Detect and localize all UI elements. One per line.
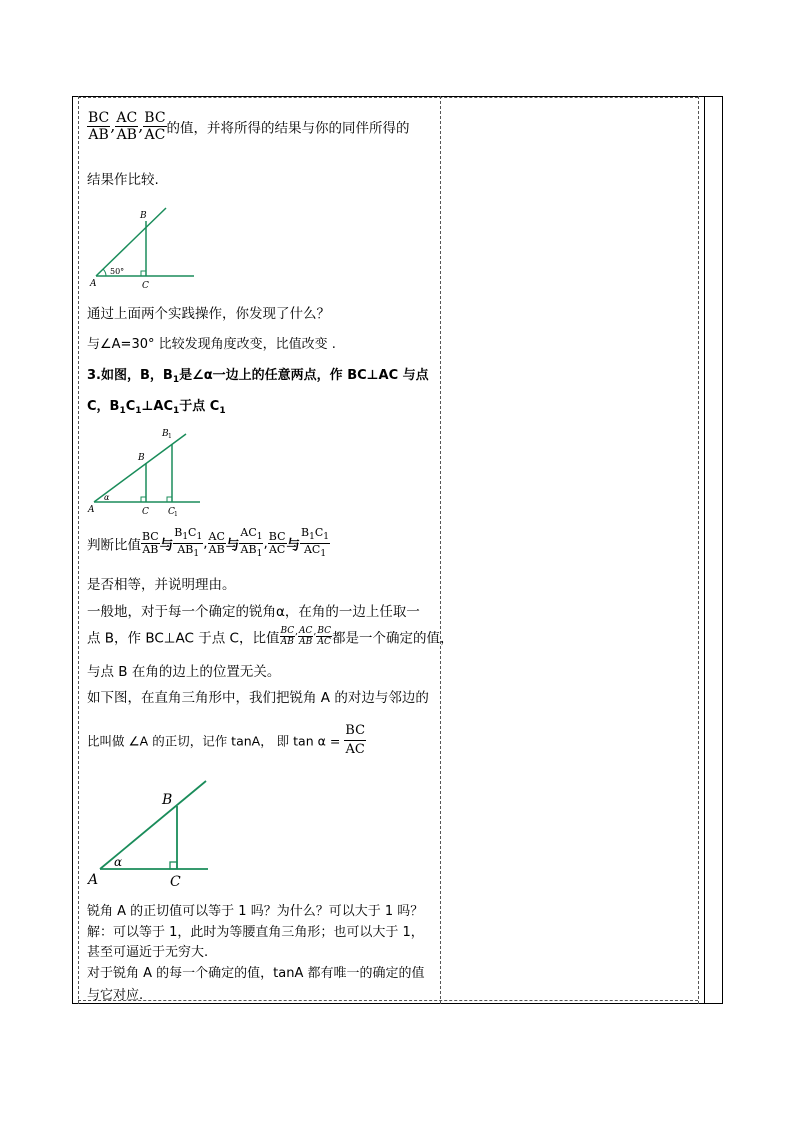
label-b: B [138, 453, 145, 463]
definition-line-2: 比叫做 ∠A 的正切，记作 tanA， 即 tan α = $\frac{BC}{AC}$ [87, 723, 366, 757]
label-b: B [162, 792, 173, 808]
general-line-3: 与点 B 在角的边上的位置无关。 [87, 664, 281, 680]
fraction-b1c1-ab1: $\frac{B_1C_1}{AB_1}$ [174, 526, 203, 559]
question-1: 通过上面两个实践操作，你发现了什么？ [87, 306, 330, 322]
cell-divider [440, 96, 441, 1004]
label-b1-sub: 1 [168, 433, 172, 440]
answer-1: 与∠A=30° 比较发现角度改变，比值改变 . [87, 337, 336, 352]
problem-3-line-1: 3.如图，B，$B_1$是∠α一边上的任意两点，作 BC⊥AC 与点 [87, 368, 429, 385]
cell-bottom-border [78, 1000, 698, 1001]
fraction-ac-ab: $\frac{AC}{AB}$ [208, 530, 225, 556]
alpha-label: α [104, 493, 110, 502]
figure-two-triangles [86, 424, 206, 518]
fraction-tan-bc-ac: $\frac{BC}{AC}$ [345, 723, 366, 757]
end-line-5: 与它对应. [87, 988, 144, 1003]
end-line-2: 解：可以等于 1，此时为等腰直角三角形；也可以大于 1， [87, 925, 424, 940]
angle-label: 50° [110, 267, 125, 276]
intro-line: $\frac{BC}{AB}$ , $\frac{AC}{AB}$ , $\frac{BC}{AC}$ 的值，并将所得的结果与你的同伴所得的 [88, 110, 410, 143]
judge-line: 判断比值 $\frac{BC}{AB}$ 与 $\frac{B_1C_1}{AB_1}$ , $\frac{AC}{AB}$ 与 $\frac{AC_1}{AB_1}$ , $\frac{BC}{AC}$ 与 $\frac{B_1C_1}{AC_1}$ [87, 526, 329, 559]
label-a: A [88, 505, 95, 515]
judge-line-2: 是否相等，并说明理由。 [87, 577, 236, 593]
end-line-3: 甚至可逼近于无穷大. [87, 945, 209, 960]
cell-left-border [78, 96, 79, 1004]
fraction-bc-ab: $\frac{BC}{AB}$ [142, 530, 159, 556]
label-c: C [170, 874, 181, 890]
fraction-ac1-ab1: $\frac{AC_1}{AB_1}$ [240, 526, 263, 559]
label-b: B [140, 211, 147, 221]
cell-top-border [78, 97, 698, 98]
intro-text: 的值，并将所得的结果与你的同伴所得的 [166, 120, 410, 137]
label-c: C [142, 507, 149, 517]
fraction-bc-ac: $\frac{BC}{AC}$ [144, 110, 166, 143]
alpha-label: α [114, 855, 123, 869]
fraction-ac-ab: $\frac{AC}{AB}$ [116, 110, 138, 143]
label-a: A [88, 872, 99, 888]
figure-tangent-triangle [84, 775, 214, 893]
label-b1: B [162, 429, 169, 439]
cell-right-border [698, 96, 699, 1004]
general-line-1: 一般地，对于每一个确定的锐角α，在角的一边上任取一 [87, 604, 420, 620]
end-line-1: 锐角 A 的正切值可以等于 1 吗？为什么？可以大于 1 吗？ [87, 904, 424, 919]
end-line-4: 对于锐角 A 的每一个确定的值，tanA 都有唯一的确定的值 [87, 966, 425, 981]
general-line-2: 点 B，作 BC⊥AC 于点 C，比值 $\frac{BC}{AB}$ , $\frac{AC}{AB}$ , $\frac{BC}{AC}$ 都是一个确定的值， [87, 626, 454, 647]
fraction-b1c1-ac1: $\frac{B_1C_1}{AC_1}$ [301, 526, 329, 559]
intro-text-2: 结果作比较. [87, 172, 159, 188]
label-c: C [142, 281, 149, 291]
figure-triangle-50 [86, 204, 206, 292]
problem-3-line-2: C，$B_1C_1\perp AC_1$于点 $C_1$ [87, 399, 226, 416]
fraction-small-bc-ab: $\frac{BC}{AB}$ [280, 626, 295, 647]
fraction-small-bc-ac: $\frac{BC}{AC}$ [317, 626, 331, 647]
fraction-bc-ab: $\frac{BC}{AB}$ [88, 110, 110, 143]
definition-line-1: 如下图，在直角三角形中，我们把锐角 A 的对边与邻边的 [87, 690, 429, 706]
label-c1: C [168, 507, 175, 517]
fraction-bc-ac: $\frac{BC}{AC}$ [268, 530, 286, 556]
fraction-small-ac-ab: $\frac{AC}{AB}$ [299, 626, 313, 647]
label-a: A [90, 279, 97, 289]
table-inner-border [704, 96, 705, 1004]
label-c1-sub: 1 [174, 511, 178, 518]
